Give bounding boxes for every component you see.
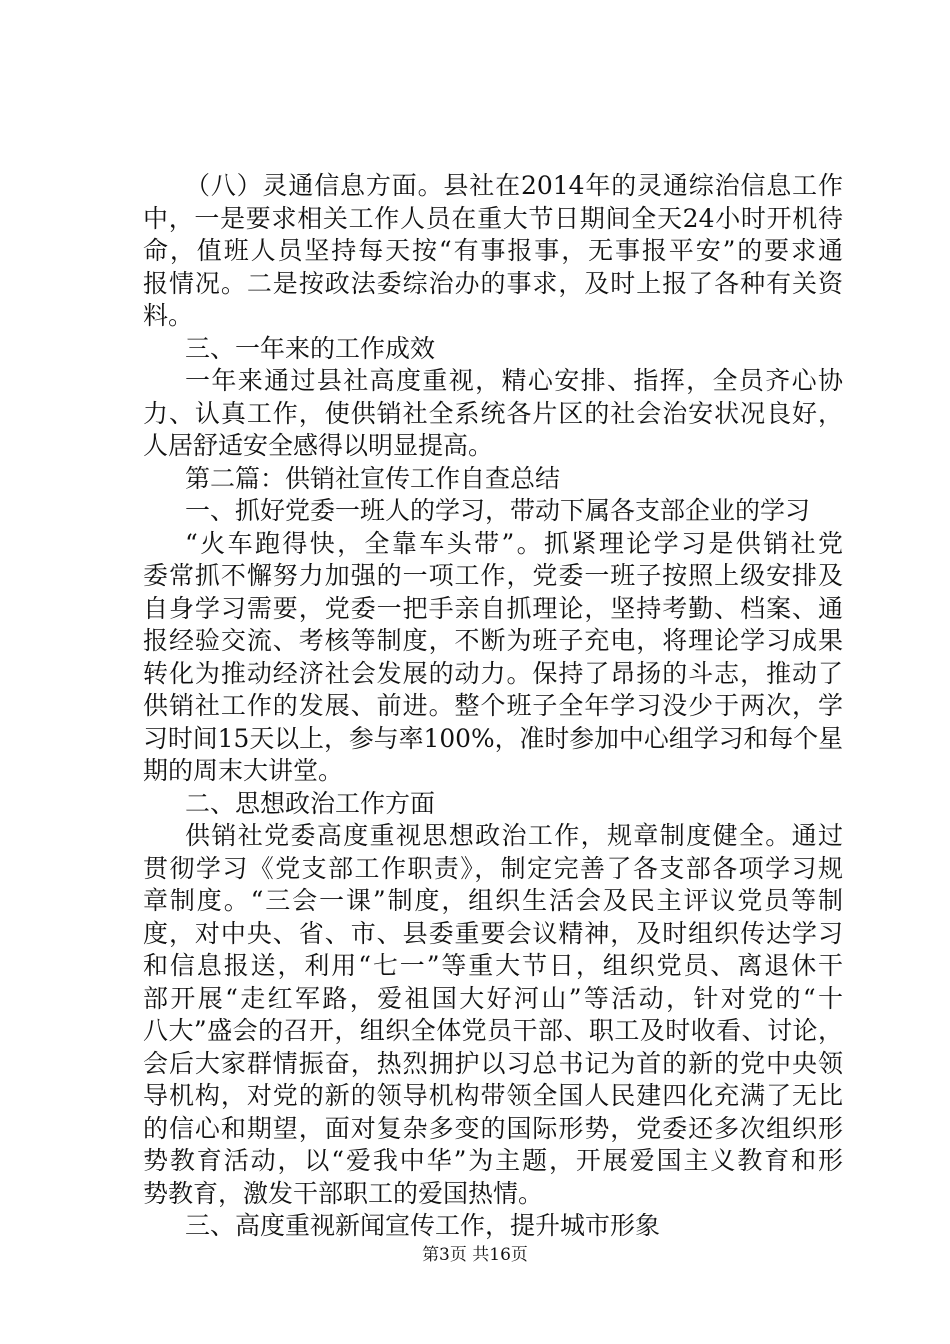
text-line: 报情况。二是按政法委综治办的事求，及时上报了各种有关资 xyxy=(143,268,843,298)
text-line: 二、思想政治工作方面 xyxy=(185,788,436,818)
page-footer: 第3页 共16页 xyxy=(422,1245,528,1265)
text-line: 三、一年来的工作成效 xyxy=(185,333,436,363)
text-line: 章制度。“三会一课”制度，组织生活会及民主评议党员等制 xyxy=(143,886,843,915)
text-line: 料。 xyxy=(143,301,194,330)
text-line: 度，对中央、省、市、县委重要会议精神，及时组织传达学习 xyxy=(143,918,843,948)
text-line: 的信心和期望，面对复杂多变的国际形势，党委还多次组织形 xyxy=(143,1113,843,1143)
text-line: 三、高度重视新闻宣传工作，提升城市形象 xyxy=(185,1211,661,1240)
text-line: 供销社党委高度重视思想政治工作，规章制度健全。通过 xyxy=(185,821,843,850)
text-line: 一、抓好党委一班人的学习，带动下属各支部企业的学习 xyxy=(185,496,811,525)
text-line: 习时间15天以上，参与率100%，准时参加中心组学习和每个星 xyxy=(143,723,843,753)
text-line: 报经验交流、考核等制度，不断为班子充电，将理论学习成果 xyxy=(143,626,843,655)
text-line: 力、认真工作，使供销社全系统各片区的社会治安状况良好， xyxy=(143,398,843,428)
text-line: 期的周末大讲堂。 xyxy=(143,756,344,785)
text-line: 供销社工作的发展、前进。整个班子全年学习没少于两次，学 xyxy=(143,691,843,720)
text-line: 命，值班人员坚持每天按“有事报事，无事报平安”的要求通 xyxy=(143,236,843,265)
text-line: 势教育，激发干部职工的爱国热情。 xyxy=(143,1178,544,1208)
text-line: 贯彻学习《党支部工作职责》，制定完善了各支部各项学习规 xyxy=(143,853,843,883)
text-line: 部开展“走红军路，爱祖国大好河山”等活动，针对党的“十 xyxy=(143,983,843,1013)
text-line: 中，一是要求相关工作人员在重大节日期间全天24小时开机待 xyxy=(143,203,843,233)
text-line: “火车跑得快，全靠车头带”。抓紧理论学习是供销社党 xyxy=(185,528,843,558)
text-line: 会后大家群情振奋，热烈拥护以习总书记为首的新的党中央领 xyxy=(143,1048,843,1078)
text-line: 转化为推动经济社会发展的动力。保持了昂扬的斗志，推动了 xyxy=(143,658,843,688)
text-line: 一年来通过县社高度重视，精心安排、指挥，全员齐心协 xyxy=(185,366,843,395)
text-line: 八大”盛会的召开，组织全体党员干部、职工及时收看、讨论， xyxy=(143,1016,843,1045)
text-line: 势教育活动，以“爱我中华”为主题，开展爱国主义教育和形 xyxy=(143,1146,843,1175)
text-line: 和信息报送，利用“七一”等重大节日，组织党员、离退休干 xyxy=(143,951,843,980)
text-line: 自身学习需要，党委一把手亲自抓理论，坚持考勤、档案、通 xyxy=(143,593,843,623)
document-body xyxy=(143,170,843,1243)
text-line: 导机构，对党的新的领导机构带领全国人民建四化充满了无比 xyxy=(143,1081,843,1110)
text-line: 委常抓不懈努力加强的一项工作，党委一班子按照上级安排及 xyxy=(143,561,843,590)
text-line: 第二篇：供销社宣传工作自查总结 xyxy=(185,463,561,493)
text-line: 人居舒适安全感得以明显提高。 xyxy=(143,431,494,460)
text-line: （八）灵通信息方面。县社在2014年的灵通综治信息工作 xyxy=(185,171,843,200)
